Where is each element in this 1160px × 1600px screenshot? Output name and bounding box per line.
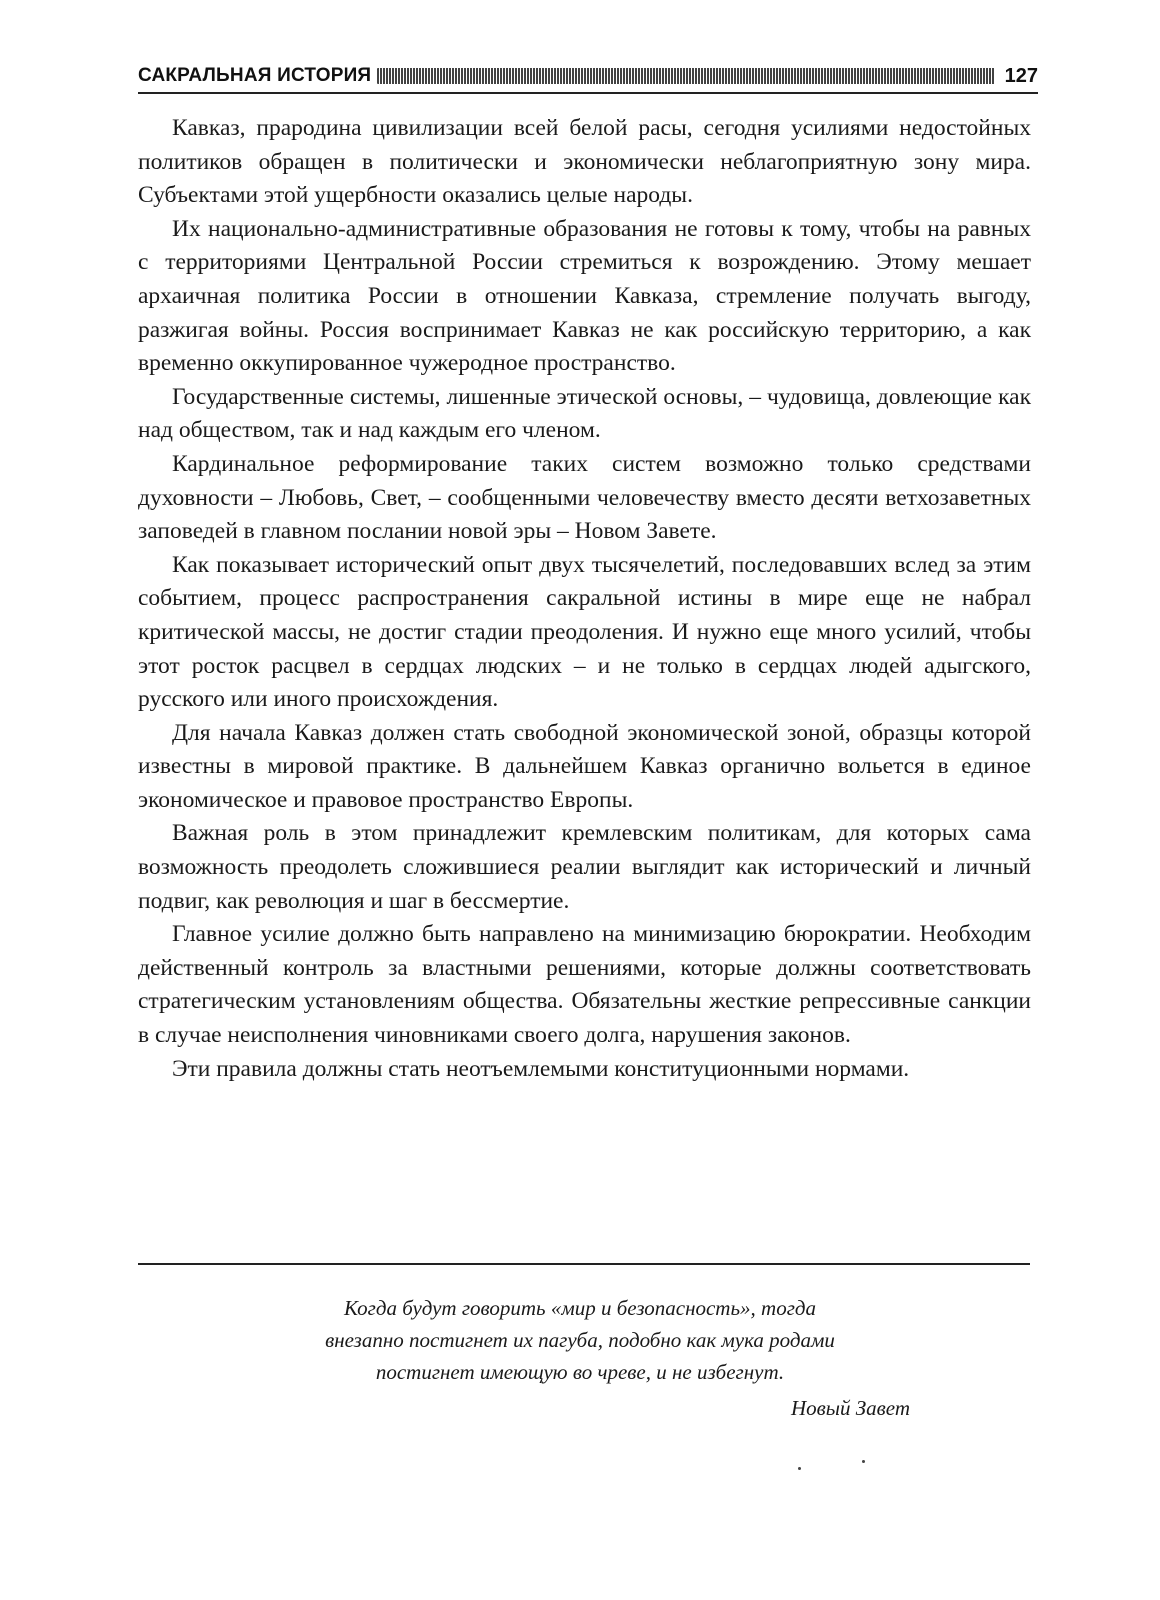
epigraph-line: Когда будут говорить «мир и безопасность», тогда bbox=[343, 1296, 817, 1320]
paragraph: Главное усилие должно быть направлено на минимизацию бюрократии. Необходим действенный контроль за властными решениями, которые должны соответствовать стратегическим установлениям общества. Обязательны жесткие репрессивные санкции в случае неисполнения чиновниками своего долга, нарушения законов. bbox=[138, 921, 1031, 1049]
scan-speck bbox=[798, 1467, 801, 1470]
epigraph-quote bbox=[200, 1292, 960, 1388]
epigraph-line: постигнет имеющую во чреве, и не избегнут. bbox=[375, 1360, 785, 1384]
epigraph-attribution: Новый Завет bbox=[791, 1396, 910, 1420]
paragraph: Кардинальное реформирование таких систем возможно только средствами духовности – Любовь, Свет, – сообщенными человечеству вместо десяти ветхозаветных заповедей в главном послании новой эры – Новом Завете. bbox=[138, 450, 1031, 545]
paragraph: Кавказ, прародина цивилизации всей белой расы, сегодня усилиями недостойных политиков обращен в политически и экономически неблагоприятную зону мира. Субъектами этой ущербности оказались целые народы. bbox=[138, 115, 1031, 209]
page-number: 127 bbox=[1004, 64, 1038, 87]
epigraph-rule bbox=[138, 1263, 1030, 1265]
paragraph: Как показывает исторический опыт двух тысячелетий, последовавших вслед за этим событием, процесс распространения сакральной истины в мире еще не набрал критической массы, не достиг стадии преодоления. И нужно еще много усилий, чтобы этот росток расцвел в сердцах людских – и не только в сердцах людей адыгского, русского или иного происхождения. bbox=[138, 551, 1031, 713]
header-decorative-band bbox=[377, 68, 994, 84]
running-header bbox=[138, 62, 1038, 90]
paragraph: Важная роль в этом принадлежит кремлевским политикам, для которых сама возможность преодолеть сложившиеся реалии выглядит как исторический и личный подвиг, как революция и шаг в бессмертие. bbox=[138, 820, 1031, 914]
scan-speck bbox=[862, 1460, 865, 1463]
body-text bbox=[138, 112, 1031, 1086]
paragraph: Эти правила должны стать неотъемлемыми конституционными нормами. bbox=[172, 1055, 910, 1082]
epigraph-line: внезапно постигнет их пагуба, подобно как мука родами bbox=[325, 1328, 835, 1352]
section-title: САКРАЛЬНАЯ ИСТОРИЯ bbox=[138, 65, 372, 86]
paragraph: Их национально-административные образования не готовы к тому, чтобы на равных с территориями Центральной России стремиться к возрождению. Этому мешает архаичная политика России в отношении Кавказа, стремление получать выгоду, разжигая войны. Россия воспринимает Кавказ не как российскую территорию, а как временно оккупированное чужеродное пространство. bbox=[138, 215, 1031, 377]
paragraph: Для начала Кавказ должен стать свободной экономической зоной, образцы которой известны в мировой практике. В дальнейшем Кавказ органично вольется в единое экономическое и правовое пространство Европы. bbox=[138, 719, 1031, 813]
header-rule bbox=[138, 92, 1038, 94]
paragraph: Государственные системы, лишенные этической основы, – чудовища, довлеющие как над обществом, так и над каждым его членом. bbox=[138, 383, 1031, 444]
